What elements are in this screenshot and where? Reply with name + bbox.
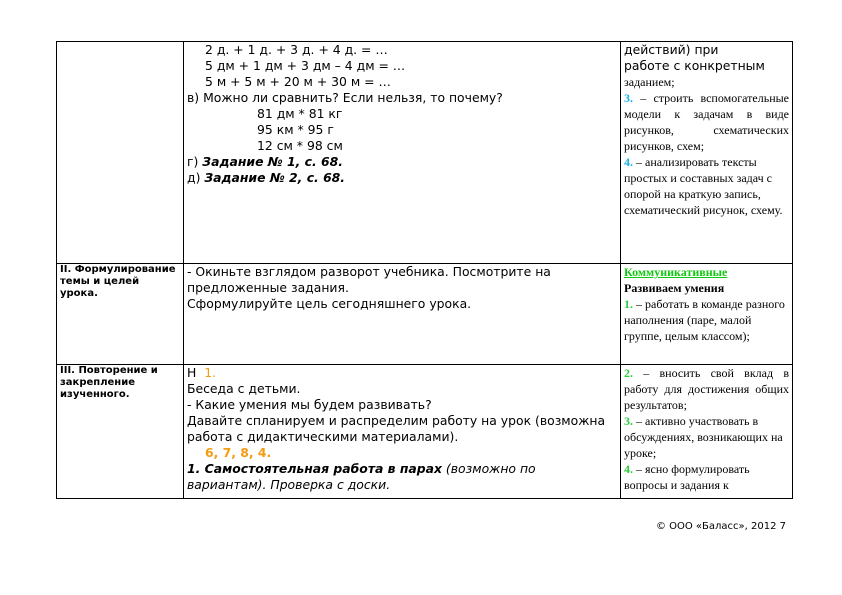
text-line [187, 461, 617, 493]
skill-number: 1. [624, 297, 633, 311]
skill-text: – строить вспомогательные модели к задачам в виде рисунков, схематических рисунков, схем; [624, 91, 789, 153]
skill-item [624, 154, 789, 218]
skill-text: – активно участвовать в обсуждениях, возникающих на уроке; [624, 414, 783, 460]
skill-text: – работать в команде разного наполнения (паре, малой группе, целым классом); [624, 297, 785, 343]
text-line: в) Можно ли сравнить? Если нельзя, то почему? [187, 90, 503, 105]
task-title: Задание № 1, с. 68. [202, 154, 343, 169]
table-row [57, 264, 793, 365]
skill-item [624, 90, 789, 154]
text-line: 5 м + 5 м + 20 м + 30 м = … [205, 74, 391, 89]
task-number: 1. [204, 365, 217, 380]
text-line [187, 365, 617, 381]
skill-item [624, 296, 789, 344]
text-line: действий) при [624, 42, 719, 57]
text-line: работе с конкретным [624, 58, 765, 73]
task-prefix: г) [187, 154, 203, 169]
task-prefix: д) [187, 170, 205, 185]
skill-item [624, 365, 789, 413]
content-cell [184, 264, 621, 365]
skill-item [624, 461, 789, 493]
skills-heading: Коммуникативные [624, 265, 728, 279]
skill-item [624, 413, 789, 461]
task-title: 1. Самостоятельная работа в парах [187, 461, 442, 476]
stage-cell: III. Повторение и закрепление изученного. [57, 365, 184, 499]
skill-number: 4. [624, 462, 633, 476]
skill-text: – анализировать тексты простых и составных задач с опорой на краткую запись, схематический рисунок, схему. [624, 155, 783, 217]
text-line: Беседа с детьми. [187, 381, 301, 396]
skill-text: – ясно формулировать вопросы и задания к [624, 462, 750, 492]
task-note: (возможно по вариантам). Проверка с доски. [187, 461, 536, 492]
text-line: - Какие умения мы будем развивать? [187, 397, 432, 412]
text-line: 2 д. + 1 д. + 3 д. + 4 д. = … [205, 42, 388, 57]
skill-number: 3. [624, 414, 633, 428]
skills-cell [621, 264, 793, 365]
text-prefix: Н [187, 365, 197, 380]
text-line: заданием; [624, 75, 675, 89]
skill-number: 2. [624, 366, 633, 380]
task-line [187, 154, 617, 170]
task-line [187, 170, 617, 186]
text-line: Давайте спланируем и распределим работу на урок (возможна работа с дидактическими материалами). [187, 413, 606, 444]
text-line: Сформулируйте цель сегодняшнего урока. [187, 296, 472, 311]
skills-subheading: Развиваем умения [624, 281, 725, 295]
skill-number: 3. [624, 91, 633, 105]
table-row [57, 365, 793, 499]
page-footer: © ООО «Баласс», 2012 7 [655, 521, 786, 532]
content-cell [184, 42, 621, 264]
task-number-list: 6, 7, 8, 4. [205, 445, 272, 460]
stage-cell [57, 42, 184, 264]
skills-cell [621, 365, 793, 499]
content-cell [184, 365, 621, 499]
skill-number: 4. [624, 155, 633, 169]
skill-text: – вносить свой вклад в работу для достижения общих результатов; [624, 366, 789, 412]
text-line: - Окиньте взглядом разворот учебника. Посмотрите на предложенные задания. [187, 264, 551, 295]
skills-cell [621, 42, 793, 264]
task-numbers [187, 445, 617, 461]
stage-cell: II. Формулирование темы и целей урока. [57, 264, 184, 365]
lesson-table [56, 41, 793, 499]
task-title: Задание № 2, с. 68. [204, 170, 346, 185]
text-line: 12 см * 98 см [257, 138, 343, 153]
table-row [57, 42, 793, 264]
text-line: 5 дм + 1 дм + 3 дм – 4 дм = … [205, 58, 406, 73]
text-line: 95 км * 95 г [257, 122, 334, 137]
text-line: 81 дм * 81 кг [257, 106, 343, 121]
